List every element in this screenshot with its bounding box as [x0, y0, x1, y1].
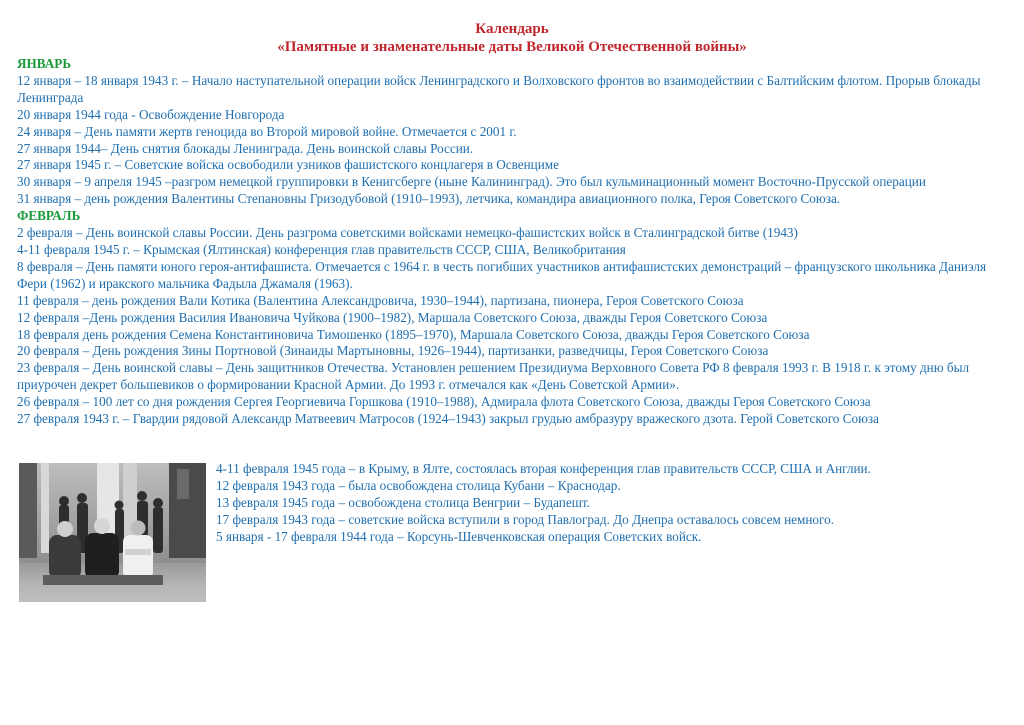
list-item: 20 января 1944 года - Освобождение Новгорода — [17, 106, 285, 122]
month-heading-february: ФЕВРАЛЬ — [17, 208, 81, 224]
list-item: 5 января - 17 февраля 1944 года – Корсунь-Шевченковская операция Советских войск. — [216, 529, 702, 544]
list-item: 24 января – День памяти жертв геноцида во Второй мировой войне. Отмечается с 2001 г. — [17, 123, 517, 139]
list-item: 20 февраля – День рождения Зины Портновой (Зинаиды Мартыновны, 1926–1944), партизанки, разведчицы, Героя Советского Союза — [17, 343, 769, 359]
list-item: 2 февраля – День воинской славы России. День разгрома советскими войсками немецко-фашистских войск в Сталинградской битве (1943) — [17, 225, 798, 241]
list-item: 12 февраля 1943 года – была освобождена столица Кубани – Краснодар. — [216, 478, 621, 493]
calendar-body — [17, 56, 1007, 428]
list-item: 17 февраля 1943 года – советские войска вступили в город Павлоград. До Днепра оставалось совсем немного. — [216, 512, 835, 527]
list-item: 30 января – 9 апреля 1945 –разгром немецкой группировки в Кенигсберге (ныне Калининград). Это был кульминационный момент Восточно-Прусской операции — [17, 174, 926, 190]
list-item: 8 февраля – День памяти юного героя-антифашиста. Отмечается с 1964 г. в честь погибших участников антифашистских демонстраций – французского школьника Даниэля Фери (1962) и иракского мальчика Фадыла Джамаля (1963). — [17, 258, 987, 291]
list-item: 27 января 1945 г. – Советские войска освободили узников фашистского концлагеря в Освенциме — [17, 157, 559, 173]
list-item: 12 февраля –День рождения Василия Ивановича Чуйкова (1900–1982), Маршала Советского Союза, дважды Героя Советского Союза — [17, 309, 768, 325]
list-item: 12 января – 18 января 1943 г. – Начало наступательной операции войск Ленинградского и Волховского фронтов во взаимодействии с Балтийским флотом. Прорыв блокады Ленинграда — [17, 72, 981, 105]
yalta-conference-photo — [19, 463, 206, 602]
list-item: 13 февраля 1945 года – освобождена столица Венгрии – Будапешт. — [216, 495, 590, 510]
page-title: Календарь — [475, 21, 549, 37]
list-item: 18 февраля день рождения Семена Константиновича Тимошенко (1895–1970), Маршала Советского Союза, дважды Героя Советского Союза — [17, 326, 810, 342]
list-item: 4-11 февраля 1945 года – в Крыму, в Ялте, состоялась вторая конференция глав правительств СССР, США и Англии. — [216, 461, 871, 476]
list-item: 4-11 февраля 1945 г. – Крымская (Ялтинская) конференция глав правительств СССР, США, Великобритания — [17, 241, 626, 257]
list-item: 11 февраля – день рождения Вали Котика (Валентина Александровича, 1930–1944), партизана, пионера, Героя Советского Союза — [17, 292, 744, 308]
list-item: 31 января – день рождения Валентины Степановны Гризодубовой (1910–1993), летчика, командира авиационного полка, Героя Советского Союза. — [17, 191, 841, 207]
list-item: 26 февраля – 100 лет со дня рождения Сергея Георгиевича Горшкова (1910–1988), Адмирала флота Советского Союза, дважды Героя Советского Союза — [17, 394, 871, 410]
list-item: 27 февраля 1943 г. – Гвардии рядовой Александр Матвеевич Матросов (1924–1943) закрыл грудью амбразуру вражеского дзота. Герой Советского Союза — [17, 411, 879, 427]
month-heading-january: ЯНВАРЬ — [17, 56, 72, 71]
page-subtitle: «Памятные и знаменательные даты Великой Отечественной войны» — [277, 39, 747, 55]
extra-events-list — [216, 460, 1006, 545]
list-item: 23 февраля – День воинской славы – День защитников Отечества. Установлен решением Президиума Верховного Совета РФ 8 февраля 1993 г. В 1918 г. к этому дню был приурочен декрет большевиков о формировании Красной Армии. До 1993 г. отмечался как «День Советской Армии». — [17, 360, 970, 393]
list-item: 27 января 1944– День снятия блокады Ленинграда. День воинской славы России. — [17, 140, 474, 156]
